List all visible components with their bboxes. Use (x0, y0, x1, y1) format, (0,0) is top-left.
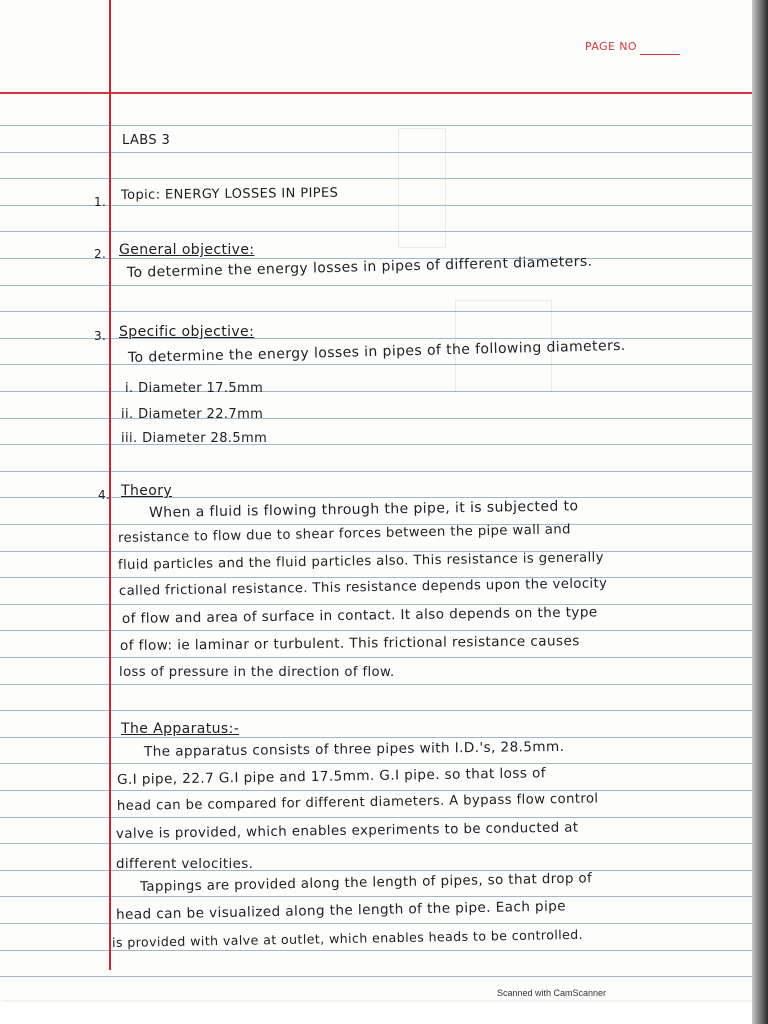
ruled-line (0, 684, 752, 685)
apparatus-heading: The Apparatus:- (121, 721, 240, 737)
header-rule (0, 92, 752, 94)
theory-heading: Theory (121, 483, 173, 499)
theory-line: fluid particles and the fluid particles also. This resistance is generally (117, 550, 604, 573)
ruled-line (0, 285, 752, 286)
ruled-line (0, 418, 752, 419)
ruled-line (0, 178, 752, 179)
section-number: 1. (94, 195, 107, 209)
section-number: 2. (94, 247, 107, 261)
list-marker: i. (125, 381, 134, 396)
ruled-line (0, 311, 752, 312)
section-number: 3. (94, 329, 107, 343)
ruled-line (0, 604, 752, 605)
specific-objective-heading: Specific objective: (119, 324, 255, 340)
specific-objective-intro: To determine the energy losses in pipes of the following diameters. (127, 337, 626, 366)
ruled-line (0, 843, 752, 844)
scanner-watermark: Scanned with CamScanner (497, 988, 607, 998)
general-objective-heading: General objective: (119, 242, 255, 258)
list-marker: iii. (121, 431, 138, 446)
ruled-line (0, 950, 752, 951)
theory-line: resistance to flow due to shear forces between the pipe wall and (117, 522, 571, 546)
apparatus-line: The apparatus consists of three pipes with I.D.'s, 28.5mm. (143, 738, 565, 760)
ruled-line (0, 657, 752, 658)
list-item (121, 431, 267, 446)
ruled-line (0, 152, 752, 153)
list-marker: ii. (121, 407, 134, 422)
apparatus-line: G.I pipe, 22.7 G.I pipe and 17.5mm. G.I pipe. so that loss of (116, 765, 547, 788)
apparatus-line: valve is provided, which enables experiments to be conducted at (115, 820, 579, 842)
apparatus-line: head can be compared for different diameters. A bypass flow control (116, 791, 599, 814)
ruled-line (0, 444, 752, 445)
ruled-line (0, 710, 752, 711)
ruled-line (0, 737, 752, 738)
list-item-text: Diameter 22.7mm (138, 407, 264, 422)
list-item (125, 381, 263, 396)
apparatus-line: Tappings are provided along the length of pipes, so that drop of (139, 871, 593, 895)
margin-line (109, 0, 111, 970)
theory-line: of flow and area of surface in contact. It also depends on the type (121, 604, 598, 627)
ruled-line (0, 630, 752, 631)
page-no-line (640, 54, 680, 55)
apparatus-line: different velocities. (116, 857, 254, 872)
page-no-label: PAGE NO (585, 40, 637, 53)
ruled-line (0, 497, 752, 498)
ruled-line (0, 577, 752, 578)
section-number: 4. (98, 488, 111, 502)
ruled-line (0, 205, 752, 206)
apparatus-line: is provided with valve at outlet, which enables heads to be controlled. (111, 926, 584, 950)
scan-shadow (752, 0, 768, 1024)
ruled-line (0, 896, 752, 897)
apparatus-line: head can be visualized along the length of the pipe. Each pipe (115, 898, 567, 923)
list-item-text: Diameter 28.5mm (142, 431, 268, 446)
ruled-line (0, 551, 752, 552)
ruled-line (0, 817, 752, 818)
theory-line: When a fluid is flowing through the pipe, it is subjected to (148, 498, 579, 521)
ruled-line (0, 471, 752, 472)
ruled-line (0, 364, 752, 365)
ruled-line (0, 870, 752, 871)
theory-line: of flow: ie laminar or turbulent. This frictional resistance causes (119, 633, 580, 654)
ruled-line (0, 790, 752, 791)
general-objective-text: To determine the energy losses in pipes of different diameters. (126, 253, 593, 281)
ruled-line (0, 976, 752, 977)
show-through-mark (398, 128, 446, 248)
ruled-line (0, 125, 752, 126)
ruled-line (0, 338, 752, 339)
theory-line: loss of pressure in the direction of flow. (119, 665, 395, 680)
list-item (121, 407, 263, 422)
list-item-text: Diameter 17.5mm (138, 381, 264, 396)
ruled-line (0, 923, 752, 924)
topic-text: Topic: ENERGY LOSSES IN PIPES (120, 185, 339, 203)
ruled-line (0, 763, 752, 764)
page-title: LABS 3 (122, 133, 171, 148)
ruled-line (0, 524, 752, 525)
ruled-line (0, 391, 752, 392)
ruled-line (0, 231, 752, 232)
theory-line: called frictional resistance. This resistance depends upon the velocity (118, 576, 608, 599)
